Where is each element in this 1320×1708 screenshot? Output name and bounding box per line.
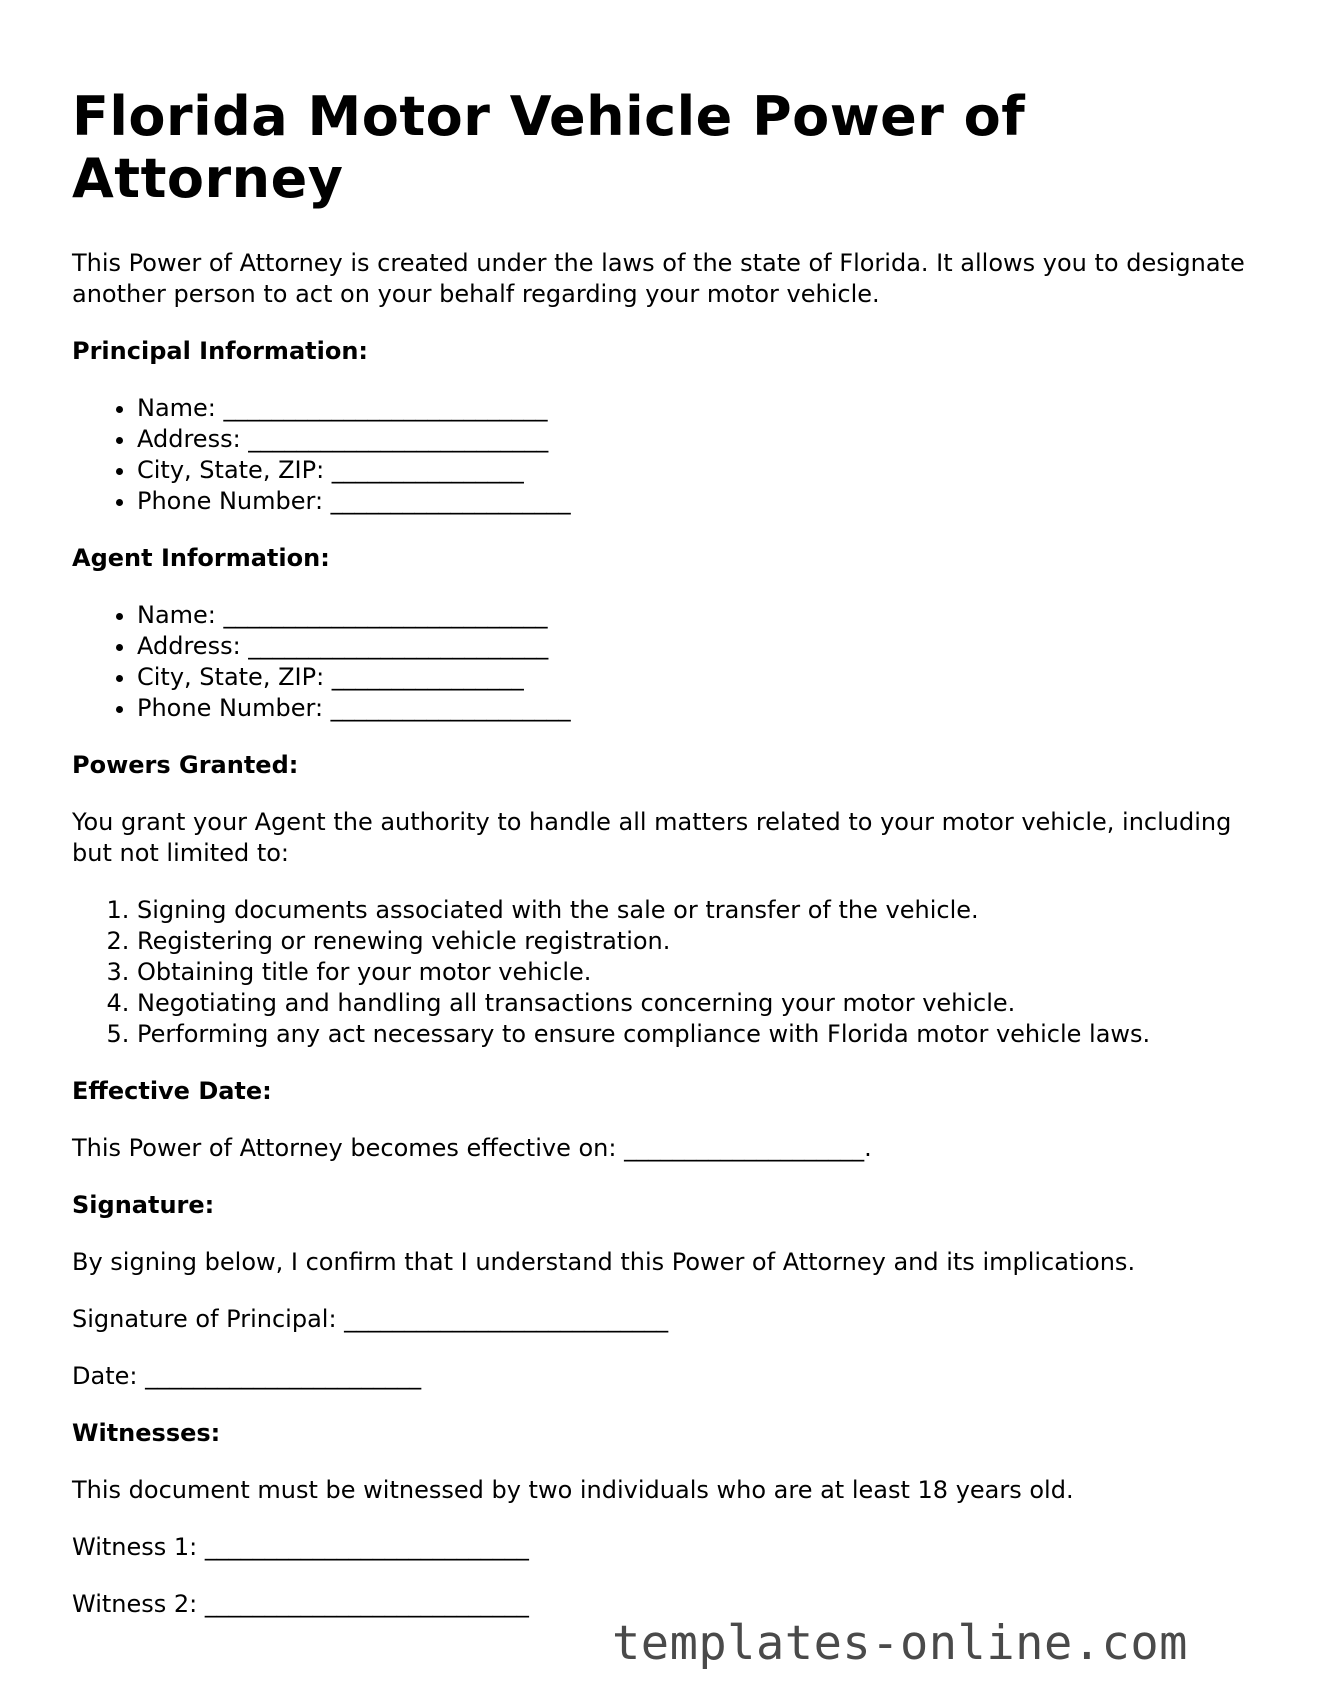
signature-heading: Signature:: [72, 1191, 215, 1219]
agent-address-field[interactable]: • Address: _________________________: [137, 631, 1252, 662]
power-item: 3. Obtaining title for your motor vehicle.: [137, 957, 1252, 988]
power-item: 4. Negotiating and handling all transactions concerning your motor vehicle.: [137, 988, 1252, 1019]
principal-signature-field[interactable]: Signature of Principal: ___________________________: [72, 1305, 669, 1333]
agent-name-field[interactable]: • Name: ___________________________: [137, 600, 1252, 631]
witness-2-field[interactable]: Witness 2: ___________________________: [72, 1590, 529, 1618]
powers-paragraph: You grant your Agent the authority to handle all matters related to your motor vehicle, including but not limited to:: [72, 808, 1232, 867]
effective-date-field[interactable]: This Power of Attorney becomes effective on: ____________________.: [72, 1134, 872, 1162]
document-title: Florida Motor Vehicle Power of Attorney: [72, 85, 1026, 210]
principal-heading: Principal Information:: [72, 337, 369, 365]
power-item: 2. Registering or renewing vehicle registration.: [137, 926, 1252, 957]
witnesses-paragraph: This document must be witnessed by two individuals who are at least 18 years old.: [72, 1476, 1074, 1504]
agent-heading: Agent Information:: [72, 544, 330, 572]
signature-paragraph: By signing below, I confirm that I understand this Power of Attorney and its implications.: [72, 1248, 1136, 1276]
powers-list: [72, 895, 1252, 1050]
intro-paragraph: This Power of Attorney is created under the laws of the state of Florida. It allows you to designate another person to act on your behalf regarding your motor vehicle.: [72, 249, 1245, 308]
witnesses-heading: Witnesses:: [72, 1419, 221, 1447]
principal-phone-field[interactable]: • Phone Number: ____________________: [137, 486, 1252, 517]
principal-name-field[interactable]: • Name: ___________________________: [137, 393, 1252, 424]
principal-fields-list: [72, 393, 1252, 517]
principal-city-field[interactable]: • City, State, ZIP: ________________: [137, 455, 1252, 486]
agent-city-field[interactable]: • City, State, ZIP: ________________: [137, 662, 1252, 693]
watermark: templates-online.com: [612, 1616, 1188, 1671]
agent-phone-field[interactable]: • Phone Number: ____________________: [137, 693, 1252, 724]
agent-fields-list: [72, 600, 1252, 724]
witness-1-field[interactable]: Witness 1: ___________________________: [72, 1533, 529, 1561]
principal-address-field[interactable]: • Address: _________________________: [137, 424, 1252, 455]
effective-date-heading: Effective Date:: [72, 1077, 272, 1105]
powers-heading: Powers Granted:: [72, 751, 299, 779]
signature-date-field[interactable]: Date: _______________________: [72, 1362, 422, 1390]
document-page: [72, 86, 1252, 1620]
power-item: 5. Performing any act necessary to ensure compliance with Florida motor vehicle laws.: [137, 1019, 1252, 1050]
power-item: 1. Signing documents associated with the sale or transfer of the vehicle.: [137, 895, 1252, 926]
